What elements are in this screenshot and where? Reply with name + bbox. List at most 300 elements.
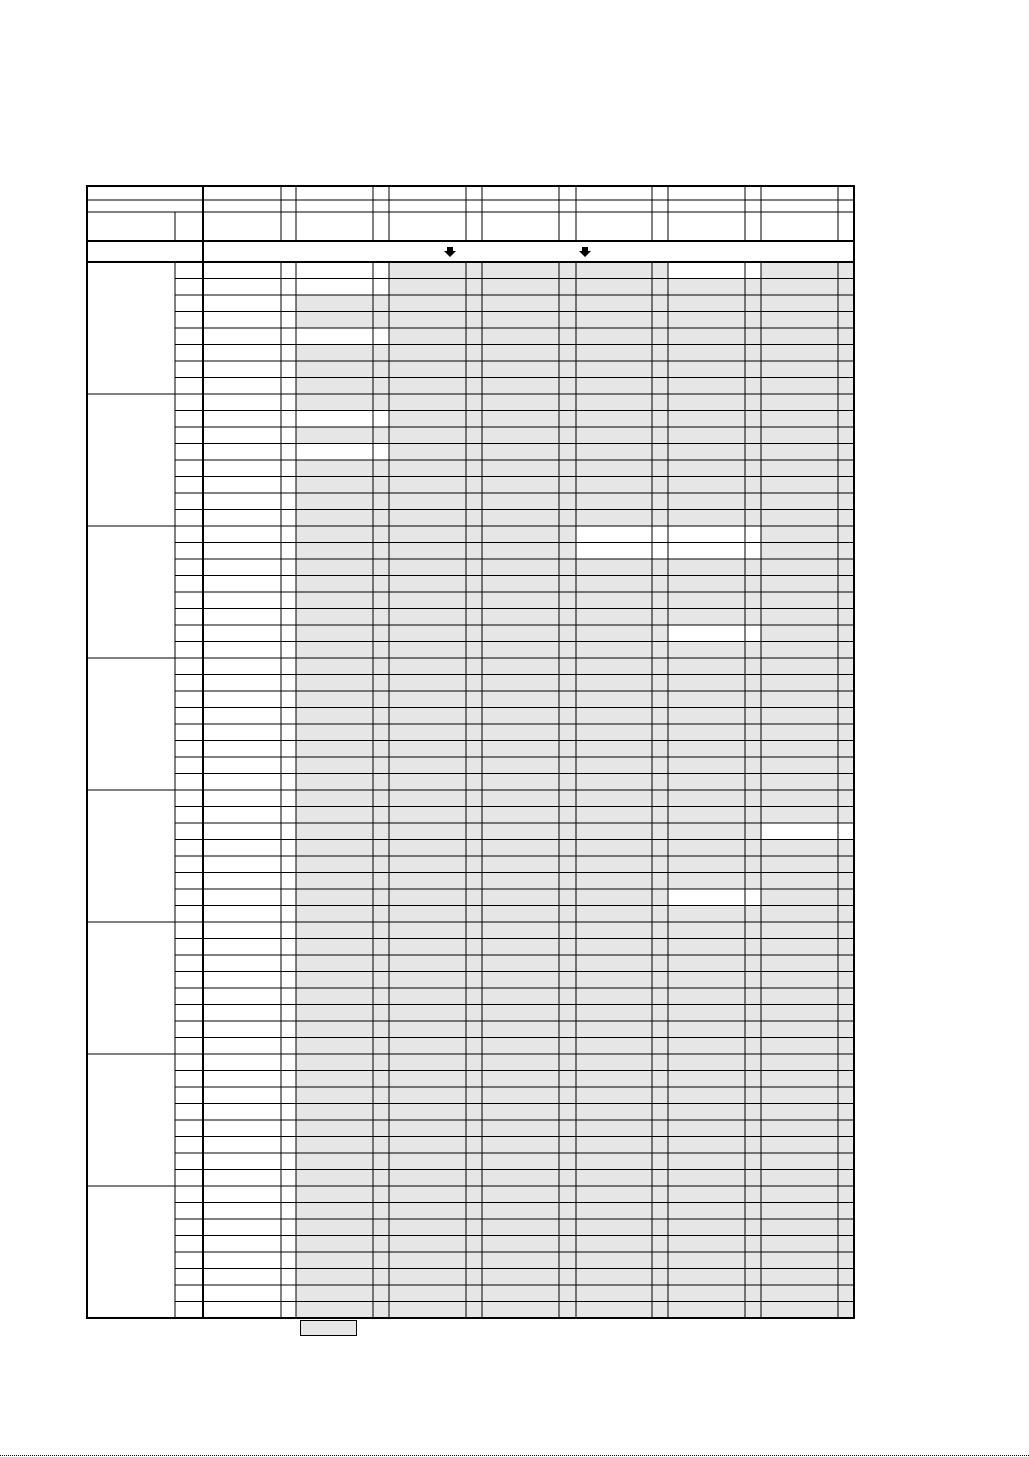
channel-value-cell (203, 856, 281, 873)
channel-value-cell (203, 790, 281, 807)
channel-value-cell (482, 1153, 559, 1170)
channel-value-cell (482, 873, 559, 890)
channel-value-cell (576, 1219, 652, 1236)
channel-value-cell (389, 1071, 466, 1088)
channel-flag-cell (466, 840, 482, 857)
channel-flag-cell (559, 939, 576, 956)
channel-value-cell (761, 592, 838, 609)
channel-flag-cell (838, 1302, 854, 1319)
channel-value-cell (389, 774, 466, 791)
channel-flag-cell (745, 757, 761, 774)
channel-flag-cell (373, 328, 389, 345)
channel-flag-cell (373, 1219, 389, 1236)
channel-flag-cell (652, 972, 668, 989)
header-channel-cell (203, 186, 281, 200)
channel-flag-cell (652, 295, 668, 312)
channel-flag-cell (466, 1005, 482, 1022)
channel-value-cell (668, 1203, 745, 1220)
channel-value-cell (576, 1054, 652, 1071)
channel-value-cell (482, 922, 559, 939)
channel-value-cell (296, 972, 373, 989)
channel-value-cell (576, 592, 652, 609)
channel-flag-cell (559, 1186, 576, 1203)
channel-value-cell (203, 708, 281, 725)
channel-flag-cell (373, 757, 389, 774)
channel-value-cell (296, 295, 373, 312)
channel-value-cell (482, 889, 559, 906)
channel-value-cell (203, 823, 281, 840)
channel-flag-cell (652, 807, 668, 824)
channel-flag-cell (373, 361, 389, 378)
channel-flag-cell (652, 988, 668, 1005)
channel-flag-cell (373, 939, 389, 956)
row-index-cell (175, 955, 203, 972)
channel-flag-cell (652, 757, 668, 774)
channel-flag-cell (281, 510, 296, 527)
channel-flag-cell (559, 526, 576, 543)
channel-value-cell (203, 526, 281, 543)
channel-flag-cell (838, 625, 854, 642)
channel-value-cell (576, 889, 652, 906)
channel-flag-cell (559, 906, 576, 923)
channel-value-cell (482, 1219, 559, 1236)
channel-value-cell (296, 526, 373, 543)
channel-flag-cell (373, 642, 389, 659)
channel-value-cell (668, 477, 745, 494)
header-section-cell (87, 212, 175, 241)
channel-flag-cell (559, 1038, 576, 1055)
channel-flag-cell (745, 1219, 761, 1236)
channel-value-cell (389, 955, 466, 972)
channel-flag-cell (466, 625, 482, 642)
channel-flag-cell (466, 988, 482, 1005)
channel-flag-cell (373, 526, 389, 543)
channel-flag-cell (559, 1170, 576, 1187)
channel-value-cell (389, 922, 466, 939)
channel-flag-cell (745, 906, 761, 923)
header-flag-cell (745, 200, 761, 212)
channel-flag-cell (281, 1236, 296, 1253)
channel-value-cell (576, 328, 652, 345)
channel-value-cell (576, 262, 652, 279)
channel-flag-cell (745, 658, 761, 675)
channel-flag-cell (373, 477, 389, 494)
channel-value-cell (389, 576, 466, 593)
channel-flag-cell (466, 1071, 482, 1088)
channel-value-cell (482, 757, 559, 774)
channel-value-cell (203, 658, 281, 675)
channel-flag-cell (559, 988, 576, 1005)
channel-value-cell (668, 460, 745, 477)
channel-value-cell (482, 1071, 559, 1088)
channel-value-cell (389, 543, 466, 560)
channel-flag-cell (652, 1005, 668, 1022)
channel-flag-cell (466, 823, 482, 840)
channel-value-cell (668, 658, 745, 675)
channel-flag-cell (838, 1038, 854, 1055)
channel-flag-cell (466, 939, 482, 956)
header-flag-cell (745, 212, 761, 241)
channel-value-cell (668, 691, 745, 708)
channel-value-cell (389, 840, 466, 857)
channel-value-cell (761, 625, 838, 642)
channel-flag-cell (466, 394, 482, 411)
row-index-cell (175, 1170, 203, 1187)
channel-value-cell (296, 1120, 373, 1137)
channel-flag-cell (838, 642, 854, 659)
channel-value-cell (482, 1120, 559, 1137)
channel-value-cell (668, 576, 745, 593)
channel-value-cell (389, 873, 466, 890)
channel-value-cell (482, 658, 559, 675)
channel-value-cell (389, 1021, 466, 1038)
channel-flag-cell (838, 394, 854, 411)
channel-flag-cell (281, 691, 296, 708)
header-flag-cell (838, 212, 854, 241)
channel-flag-cell (559, 1137, 576, 1154)
channel-value-cell (668, 708, 745, 725)
channel-flag-cell (281, 741, 296, 758)
row-index-cell (175, 988, 203, 1005)
channel-value-cell (668, 1087, 745, 1104)
channel-value-cell (203, 1071, 281, 1088)
channel-value-cell (576, 1236, 652, 1253)
channel-value-cell (389, 345, 466, 362)
header-flag-cell (373, 212, 389, 241)
channel-flag-cell (466, 592, 482, 609)
channel-flag-cell (652, 939, 668, 956)
channel-flag-cell (652, 526, 668, 543)
channel-flag-cell (745, 1186, 761, 1203)
channel-value-cell (203, 955, 281, 972)
channel-value-cell (482, 411, 559, 428)
channel-flag-cell (466, 411, 482, 428)
channel-value-cell (668, 1186, 745, 1203)
channel-value-cell (203, 460, 281, 477)
channel-value-cell (761, 675, 838, 692)
channel-flag-cell (838, 493, 854, 510)
channel-value-cell (668, 774, 745, 791)
channel-value-cell (389, 939, 466, 956)
channel-flag-cell (559, 873, 576, 890)
channel-value-cell (761, 1203, 838, 1220)
channel-flag-cell (281, 262, 296, 279)
channel-flag-cell (745, 889, 761, 906)
channel-value-cell (576, 790, 652, 807)
channel-flag-cell (281, 840, 296, 857)
channel-value-cell (296, 1203, 373, 1220)
channel-flag-cell (745, 295, 761, 312)
channel-flag-cell (281, 856, 296, 873)
channel-flag-cell (838, 922, 854, 939)
channel-value-cell (203, 411, 281, 428)
channel-flag-cell (559, 625, 576, 642)
channel-flag-cell (281, 1120, 296, 1137)
channel-value-cell (668, 906, 745, 923)
channel-value-cell (668, 1285, 745, 1302)
channel-flag-cell (373, 1203, 389, 1220)
channel-flag-cell (281, 543, 296, 560)
channel-value-cell (761, 361, 838, 378)
channel-value-cell (389, 1005, 466, 1022)
channel-value-cell (668, 675, 745, 692)
channel-value-cell (761, 411, 838, 428)
channel-flag-cell (652, 1203, 668, 1220)
channel-value-cell (389, 757, 466, 774)
channel-value-cell (668, 1153, 745, 1170)
channel-flag-cell (466, 774, 482, 791)
channel-flag-cell (652, 477, 668, 494)
channel-flag-cell (745, 1285, 761, 1302)
channel-value-cell (668, 790, 745, 807)
channel-value-cell (296, 427, 373, 444)
row-index-cell (175, 906, 203, 923)
channel-flag-cell (559, 823, 576, 840)
channel-value-cell (296, 1021, 373, 1038)
channel-flag-cell (652, 1236, 668, 1253)
channel-value-cell (203, 1269, 281, 1286)
row-index-cell (175, 1219, 203, 1236)
channel-value-cell (296, 823, 373, 840)
channel-value-cell (761, 972, 838, 989)
channel-flag-cell (652, 493, 668, 510)
channel-flag-cell (281, 1203, 296, 1220)
channel-flag-cell (838, 345, 854, 362)
channel-flag-cell (745, 1038, 761, 1055)
channel-flag-cell (745, 807, 761, 824)
channel-flag-cell (838, 1203, 854, 1220)
channel-value-cell (296, 279, 373, 296)
channel-value-cell (296, 741, 373, 758)
header-label-cell (87, 186, 203, 200)
channel-flag-cell (559, 642, 576, 659)
channel-value-cell (296, 708, 373, 725)
channel-flag-cell (373, 1269, 389, 1286)
channel-value-cell (576, 988, 652, 1005)
row-index-cell (175, 1005, 203, 1022)
channel-value-cell (482, 955, 559, 972)
channel-flag-cell (838, 889, 854, 906)
channel-flag-cell (559, 576, 576, 593)
channel-flag-cell (373, 262, 389, 279)
channel-flag-cell (838, 658, 854, 675)
channel-value-cell (761, 906, 838, 923)
channel-value-cell (668, 1269, 745, 1286)
channel-value-cell (482, 328, 559, 345)
channel-value-cell (389, 1252, 466, 1269)
channel-flag-cell (652, 774, 668, 791)
channel-value-cell (203, 889, 281, 906)
channel-value-cell (668, 757, 745, 774)
channel-value-cell (761, 609, 838, 626)
channel-flag-cell (466, 477, 482, 494)
row-index-cell (175, 691, 203, 708)
channel-value-cell (761, 1236, 838, 1253)
channel-value-cell (296, 724, 373, 741)
channel-value-cell (482, 312, 559, 329)
header-flag-cell (745, 186, 761, 200)
channel-flag-cell (652, 691, 668, 708)
channel-flag-cell (281, 790, 296, 807)
channel-value-cell (389, 1153, 466, 1170)
channel-value-cell (296, 411, 373, 428)
channel-flag-cell (281, 1087, 296, 1104)
channel-value-cell (389, 378, 466, 395)
channel-value-cell (389, 658, 466, 675)
channel-flag-cell (373, 1104, 389, 1121)
header-channel-cell (482, 200, 559, 212)
header-flag-cell (838, 186, 854, 200)
channel-value-cell (482, 1005, 559, 1022)
channel-value-cell (389, 856, 466, 873)
channel-value-cell (203, 1120, 281, 1137)
channel-value-cell (668, 345, 745, 362)
channel-value-cell (576, 774, 652, 791)
row-index-cell (175, 757, 203, 774)
channel-flag-cell (466, 955, 482, 972)
channel-value-cell (761, 741, 838, 758)
channel-value-cell (761, 1120, 838, 1137)
header-channel-cell (296, 200, 373, 212)
channel-flag-cell (838, 1186, 854, 1203)
channel-flag-cell (838, 675, 854, 692)
channel-value-cell (761, 691, 838, 708)
channel-flag-cell (652, 790, 668, 807)
channel-value-cell (203, 1087, 281, 1104)
channel-value-cell (389, 592, 466, 609)
channel-value-cell (482, 361, 559, 378)
channel-flag-cell (559, 955, 576, 972)
channel-value-cell (576, 840, 652, 857)
channel-value-cell (668, 1120, 745, 1137)
channel-value-cell (576, 642, 652, 659)
channel-value-cell (668, 939, 745, 956)
channel-value-cell (576, 312, 652, 329)
channel-flag-cell (559, 361, 576, 378)
channel-flag-cell (466, 378, 482, 395)
channel-flag-cell (652, 1170, 668, 1187)
channel-flag-cell (466, 543, 482, 560)
channel-value-cell (296, 658, 373, 675)
channel-flag-cell (466, 526, 482, 543)
channel-value-cell (296, 790, 373, 807)
channel-value-cell (576, 658, 652, 675)
row-index-cell (175, 741, 203, 758)
channel-flag-cell (745, 543, 761, 560)
channel-value-cell (482, 526, 559, 543)
channel-value-cell (482, 807, 559, 824)
channel-value-cell (203, 394, 281, 411)
channel-flag-cell (559, 609, 576, 626)
channel-value-cell (761, 823, 838, 840)
channel-value-cell (761, 576, 838, 593)
channel-value-cell (203, 312, 281, 329)
channel-flag-cell (652, 1302, 668, 1319)
channel-flag-cell (466, 576, 482, 593)
channel-value-cell (482, 394, 559, 411)
channel-value-cell (203, 1104, 281, 1121)
channel-value-cell (389, 675, 466, 692)
channel-value-cell (761, 477, 838, 494)
channel-value-cell (203, 642, 281, 659)
channel-value-cell (389, 1087, 466, 1104)
channel-flag-cell (838, 427, 854, 444)
channel-flag-cell (373, 1021, 389, 1038)
channel-flag-cell (838, 856, 854, 873)
header-channel-cell (203, 212, 281, 241)
channel-flag-cell (373, 295, 389, 312)
header-channel-cell (389, 186, 466, 200)
channel-value-cell (389, 889, 466, 906)
channel-flag-cell (281, 939, 296, 956)
channel-flag-cell (652, 906, 668, 923)
channel-flag-cell (559, 444, 576, 461)
channel-flag-cell (466, 510, 482, 527)
channel-value-cell (203, 559, 281, 576)
channel-value-cell (296, 1054, 373, 1071)
channel-value-cell (482, 1021, 559, 1038)
row-index-cell (175, 279, 203, 296)
channel-value-cell (482, 1236, 559, 1253)
channel-flag-cell (466, 790, 482, 807)
header-channel-cell (482, 212, 559, 241)
channel-value-cell (761, 708, 838, 725)
channel-value-cell (576, 1104, 652, 1121)
channel-flag-cell (281, 724, 296, 741)
channel-value-cell (482, 1137, 559, 1154)
header-flag-cell (466, 212, 482, 241)
row-index-cell (175, 1120, 203, 1137)
channel-value-cell (576, 625, 652, 642)
channel-flag-cell (281, 477, 296, 494)
channel-flag-cell (838, 279, 854, 296)
channel-value-cell (576, 1186, 652, 1203)
channel-value-cell (296, 939, 373, 956)
channel-flag-cell (373, 493, 389, 510)
channel-value-cell (389, 1186, 466, 1203)
channel-flag-cell (652, 279, 668, 296)
channel-flag-cell (559, 312, 576, 329)
channel-flag-cell (838, 1252, 854, 1269)
channel-value-cell (389, 1203, 466, 1220)
channel-flag-cell (652, 1087, 668, 1104)
channel-flag-cell (652, 345, 668, 362)
channel-value-cell (203, 741, 281, 758)
channel-value-cell (203, 1252, 281, 1269)
channel-flag-cell (745, 939, 761, 956)
channel-value-cell (761, 922, 838, 939)
channel-flag-cell (652, 840, 668, 857)
channel-value-cell (761, 757, 838, 774)
header-flag-cell (281, 200, 296, 212)
channel-value-cell (482, 1203, 559, 1220)
channel-value-cell (203, 1137, 281, 1154)
channel-flag-cell (745, 1252, 761, 1269)
channel-flag-cell (466, 427, 482, 444)
channel-value-cell (296, 460, 373, 477)
channel-flag-cell (559, 922, 576, 939)
channel-value-cell (389, 807, 466, 824)
header-flag-cell (281, 186, 296, 200)
channel-flag-cell (373, 279, 389, 296)
channel-flag-cell (652, 592, 668, 609)
channel-value-cell (203, 939, 281, 956)
channel-value-cell (389, 972, 466, 989)
channel-flag-cell (373, 906, 389, 923)
channel-flag-cell (373, 741, 389, 758)
header-channel-cell (668, 186, 745, 200)
channel-value-cell (389, 724, 466, 741)
